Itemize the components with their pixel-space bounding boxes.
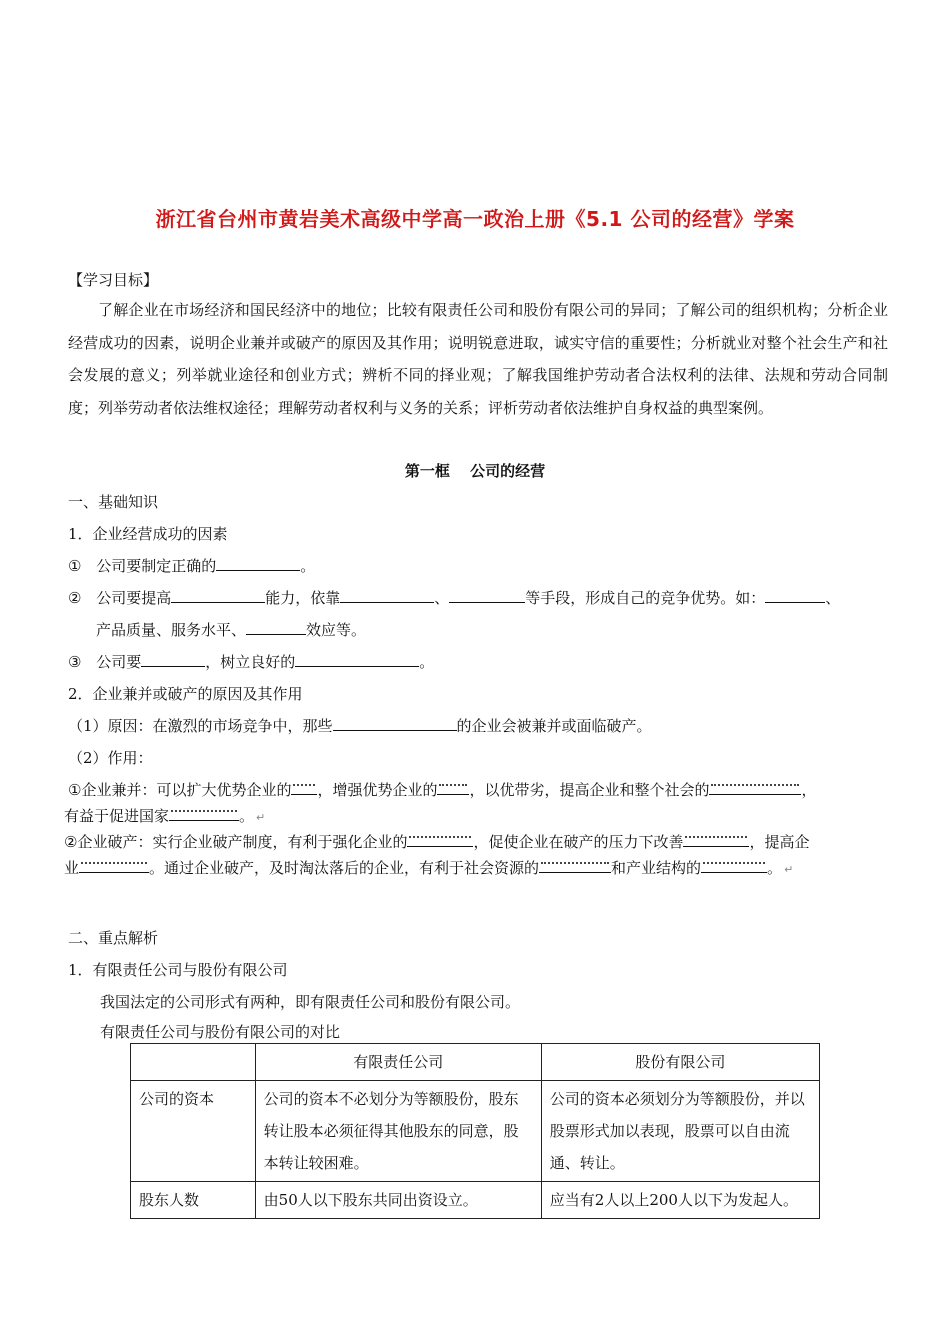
factor-line-2-cont xyxy=(96,620,366,640)
bankrupt-text-c: ，提高企 xyxy=(749,833,810,851)
table-header-cell: 股份有限公司 xyxy=(541,1044,819,1081)
table-cell: 应当有2人以上200人以下为发起人。 xyxy=(541,1182,819,1219)
factor-2-text-b: 能力，依靠 xyxy=(265,589,341,607)
blank-bankrupt-allocation[interactable] xyxy=(539,856,611,873)
table-cell: 由50人以下股东共同出资设立。 xyxy=(255,1182,541,1219)
blank-merge-scale[interactable] xyxy=(291,778,317,795)
bankrupt-line-2 xyxy=(64,856,793,880)
blank-strategy[interactable] xyxy=(216,556,300,571)
blank-merge-efficiency[interactable] xyxy=(709,778,801,795)
blank-means-2[interactable] xyxy=(449,588,525,603)
blank-image[interactable] xyxy=(295,652,419,667)
effect-heading: （2）作用： xyxy=(68,749,153,767)
merge-line-2 xyxy=(64,804,265,828)
factor-2-text-f: 产品质量、服务水平、 xyxy=(96,621,247,639)
factor-3-text-a: 公司要 xyxy=(96,653,142,671)
merge-text-b: ，增强优势企业的 xyxy=(317,781,438,799)
factor-2-text-e: 、 xyxy=(825,589,841,607)
blank-innovation[interactable] xyxy=(171,588,265,603)
bankrupt-text-f: 和产业结构的 xyxy=(611,859,702,877)
blank-example[interactable] xyxy=(765,588,825,603)
analysis-intro-1: 我国法定的公司形式有两种，即有限责任公司和股份有限公司。 xyxy=(100,993,521,1011)
analysis-item1-title: 1．有限责任公司与股份有限公司 xyxy=(68,961,288,979)
document-title: 浙江省台州市黄岩美术高级中学高一政治上册《5.1 公司的经营》学案 xyxy=(155,207,795,231)
item2-title: 2．企业兼并或破产的原因及其作用 xyxy=(68,685,303,703)
section-title: 第一框 公司的经营 xyxy=(404,462,546,480)
objectives-text: 了解企业在市场经济和国民经济中的地位；比较有限责任公司和股份有限公司的异同；了解公司的组织机构；分析企业经营成功的因素，说明企业兼并或破产的原因及其作用；说明锐意进取，诚实守信的重要性；分析就业对整个社会生产和社会发展的意义；列举就业途径和创业方式；辨析不同的择业观；了解我国维护劳动者合法权利的法律、法规和劳动合同制度；列举劳动者依法维权途径；理解劳动者权利与义务的关系；评析劳动者依法维护自身权益的典型案例。 xyxy=(68,301,888,417)
circle-number-3: ③ xyxy=(68,653,82,671)
factor-2-text-c: 、 xyxy=(434,589,450,607)
cause-text-b: 的企业会被兼并或面临破产。 xyxy=(456,717,652,735)
blank-bankrupt-management[interactable] xyxy=(683,830,749,847)
return-mark-1: ↵ xyxy=(256,811,266,824)
bankrupt-text-g: 。 xyxy=(767,859,783,877)
analysis-intro-2: 有限责任公司与股份有限公司的对比 xyxy=(100,1023,341,1041)
bankrupt-text-b: ，促使企业在破产的压力下改善 xyxy=(473,833,684,851)
table-row xyxy=(131,1081,820,1182)
factor-3-text-c: 。 xyxy=(419,653,435,671)
bankrupt-text-e: 。通过企业破产，及时淘汰落后的企业，有利于社会资源的 xyxy=(149,859,540,877)
table-cell: 公司的资本必须划分为等额股份，并以股票形式加以表现，股票可以自由流通、转让。 xyxy=(541,1081,819,1182)
table-cell: 公司的资本 xyxy=(131,1081,256,1182)
circle-number-1: ① xyxy=(68,557,82,575)
cause-text-a: （1）原因：在激烈的市场竞争中，那些 xyxy=(68,717,333,735)
basic-heading: 一、基础知识 xyxy=(68,493,159,511)
blank-bankrupt-efficiency[interactable] xyxy=(79,856,149,873)
blank-honesty[interactable] xyxy=(141,652,205,667)
blank-bankrupt-structure[interactable] xyxy=(701,856,767,873)
circle-number-2: ② xyxy=(68,589,82,607)
table-cell: 股东人数 xyxy=(131,1182,256,1219)
factor-line-3 xyxy=(68,652,434,672)
table-header-row xyxy=(131,1044,820,1081)
table-row xyxy=(131,1182,820,1219)
return-mark-2: ↵ xyxy=(784,863,794,876)
factor-1-text-a: 公司要制定正确的 xyxy=(96,557,217,575)
factor-2-text-d: 等手段，形成自己的竞争优势。如： xyxy=(525,589,766,607)
blank-cause[interactable] xyxy=(333,716,457,731)
table-header-cell xyxy=(131,1044,256,1081)
blank-effect[interactable] xyxy=(246,620,306,635)
item1-title: 1．企业经营成功的因素 xyxy=(68,525,228,543)
blank-means-1[interactable] xyxy=(340,588,434,603)
factor-2-text-g: 效应等。 xyxy=(306,621,367,639)
factor-line-1 xyxy=(68,556,315,576)
merge-line-1 xyxy=(68,778,817,800)
factor-1-text-b: 。 xyxy=(300,557,316,575)
merge-text-a: ①企业兼并：可以扩大优势企业的 xyxy=(68,781,292,799)
merge-text-e: 有益于促进国家 xyxy=(64,807,170,825)
comparison-table xyxy=(130,1043,820,1219)
bankrupt-text-a: ②企业破产：实行企业破产制度，有利于强化企业的 xyxy=(64,833,408,851)
merge-text-f: 。 xyxy=(239,807,255,825)
table-cell: 公司的资本不必划分为等额股份，股东转让股本必须征得其他股东的同意，股本转让较困难。 xyxy=(255,1081,541,1182)
bankrupt-text-d: 业 xyxy=(64,859,80,877)
merge-text-d: ， xyxy=(801,781,817,799)
blank-merge-national[interactable] xyxy=(169,804,239,821)
cause-line xyxy=(68,716,652,736)
blank-merge-strength[interactable] xyxy=(437,778,469,795)
bankrupt-line-1 xyxy=(64,830,809,852)
analysis-heading: 二、重点解析 xyxy=(68,929,159,947)
factor-2-text-a: 公司要提高 xyxy=(96,589,172,607)
table-header-cell: 有限责任公司 xyxy=(255,1044,541,1081)
blank-bankrupt-risk[interactable] xyxy=(407,830,473,847)
objectives-heading: 【学习目标】 xyxy=(68,271,159,289)
merge-text-c: ，以优带劣，提高企业和整个社会的 xyxy=(469,781,710,799)
factor-3-text-b: ，树立良好的 xyxy=(205,653,296,671)
factor-line-2 xyxy=(68,588,840,608)
